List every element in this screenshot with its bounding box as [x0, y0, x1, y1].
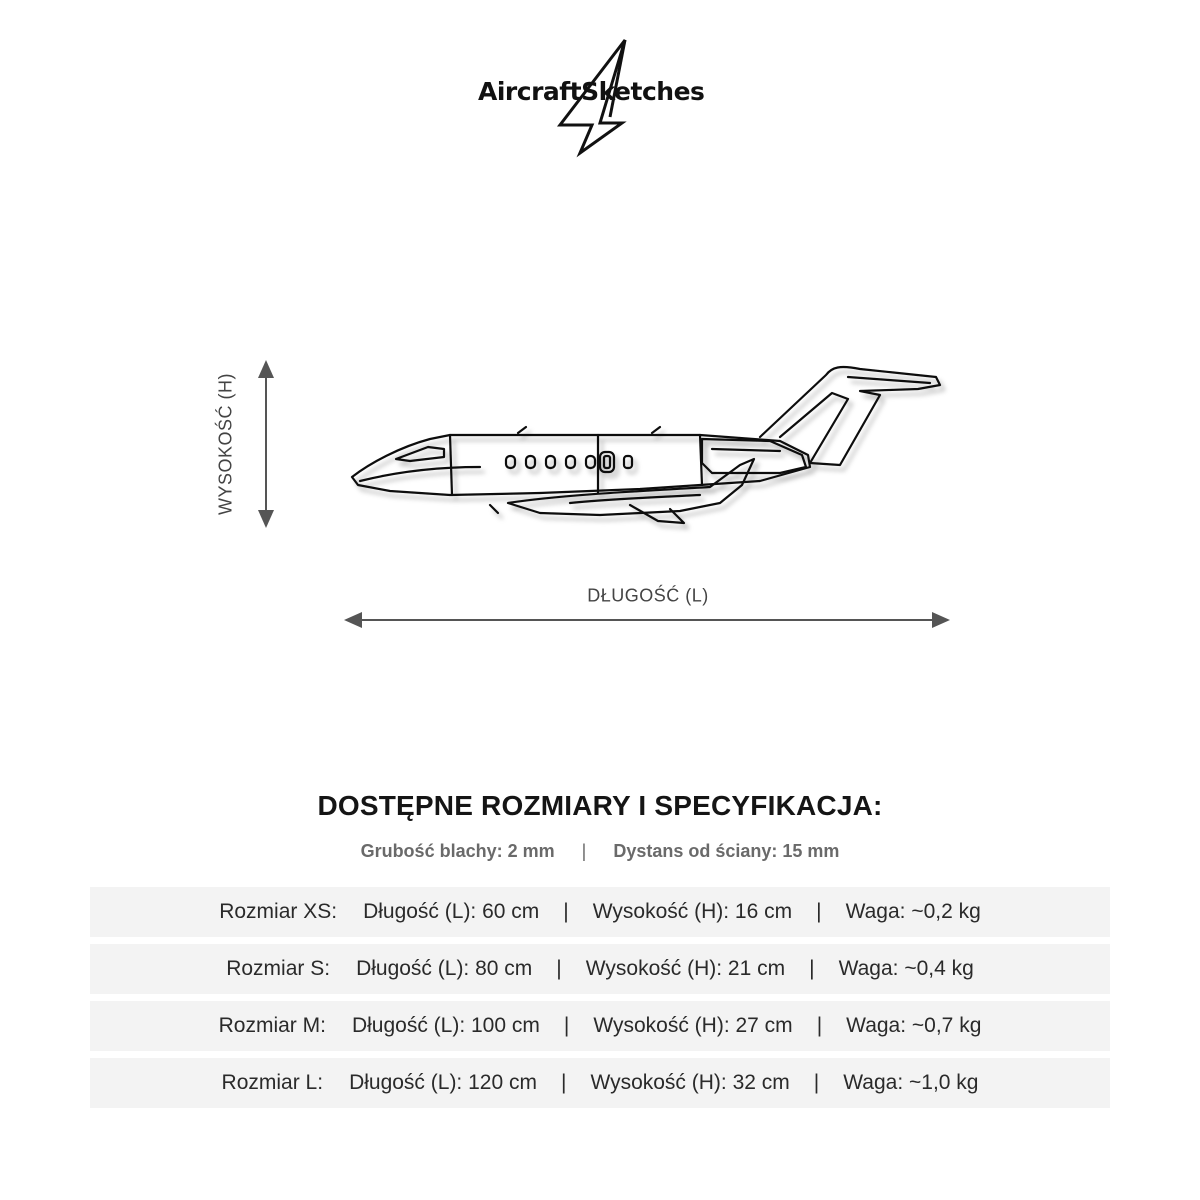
- size-height: Wysokość (H): 27 cm: [593, 1014, 793, 1037]
- separator: |: [563, 900, 569, 923]
- size-name: Rozmiar S:: [226, 957, 331, 980]
- length-dimension-label: DŁUGOŚĆ (L): [587, 585, 709, 606]
- logo-text: AircraftSketches: [478, 77, 705, 106]
- height-dimension-label: WYSOKOŚĆ (H): [215, 372, 236, 516]
- size-row-m: [90, 1001, 1110, 1051]
- size-height: Wysokość (H): 32 cm: [590, 1071, 790, 1094]
- sizes-table: [90, 887, 1110, 1115]
- size-length: Długość (L): 60 cm: [363, 900, 540, 923]
- size-row-xs: [90, 887, 1110, 937]
- size-row-l: [90, 1058, 1110, 1108]
- separator: |: [809, 957, 815, 980]
- size-height: Wysokość (H): 21 cm: [585, 957, 786, 980]
- specs-title: DOSTĘPNE ROZMIARY I SPECYFIKACJA:: [317, 790, 883, 821]
- size-row-s: [90, 944, 1110, 994]
- size-weight: Waga: ~0,7 kg: [846, 1014, 982, 1037]
- separator: |: [556, 957, 562, 980]
- size-weight: Waga: ~0,4 kg: [838, 957, 974, 980]
- separator: |: [813, 1071, 820, 1094]
- material-specs: [0, 841, 1200, 862]
- size-name: Rozmiar L:: [221, 1071, 324, 1094]
- sheet-thickness: Grubość blachy: 2 mm: [360, 841, 555, 861]
- separator: |: [560, 1071, 567, 1094]
- size-length: Długość (L): 80 cm: [356, 957, 533, 980]
- size-length: Długość (L): 100 cm: [351, 1014, 540, 1037]
- size-name: Rozmiar M:: [218, 1014, 326, 1037]
- separator: |: [563, 1014, 570, 1037]
- separator: |: [581, 841, 587, 861]
- size-weight: Waga: ~0,2 kg: [845, 900, 981, 923]
- size-length: Długość (L): 120 cm: [349, 1071, 537, 1094]
- wall-distance: Dystans od ściany: 15 mm: [613, 841, 840, 861]
- size-weight: Waga: ~1,0 kg: [843, 1071, 979, 1094]
- size-height: Wysokość (H): 16 cm: [592, 900, 793, 923]
- separator: |: [816, 1014, 823, 1037]
- size-name: Rozmiar XS:: [219, 900, 338, 923]
- separator: |: [816, 900, 822, 923]
- aircraft-silhouette-icon: [340, 355, 960, 535]
